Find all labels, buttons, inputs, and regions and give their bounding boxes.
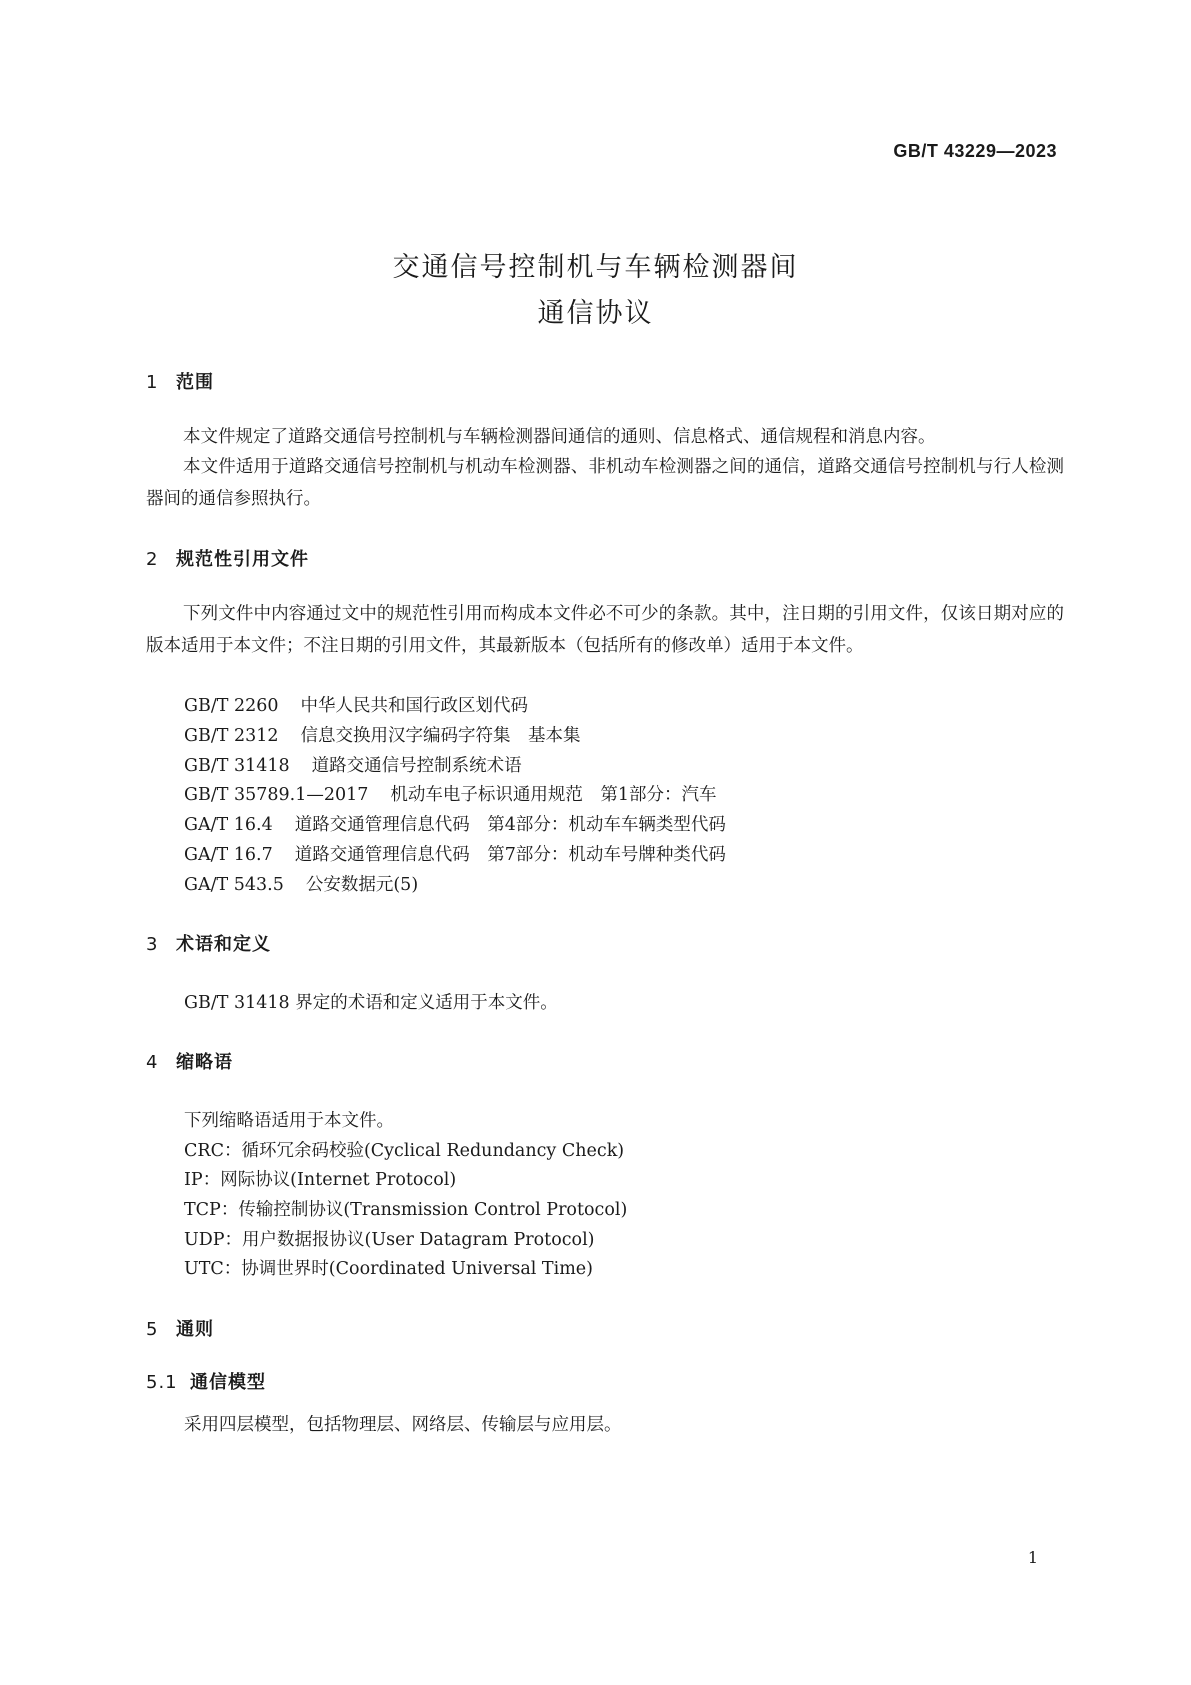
section-4-heading <box>146 1048 233 1074</box>
subsection-number: 5.1 <box>146 1372 178 1393</box>
reference-item <box>184 752 522 777</box>
section-number: 5 <box>146 1319 159 1340</box>
reference-name: 道路交通管理信息代码 第4部分：机动车车辆类型代码 <box>294 815 726 835</box>
reference-code: GA/T 543.5 <box>184 875 284 895</box>
subsection-title: 通信模型 <box>190 1372 266 1393</box>
subsection-5-1-paragraph: 采用四层模型，包括物理层、网络层、传输层与应用层。 <box>184 1415 622 1435</box>
reference-item <box>184 692 528 717</box>
reference-item <box>184 811 726 836</box>
reference-name: 公安数据元(5) <box>305 875 419 895</box>
document-title-line1: 交通信号控制机与车辆检测器间 <box>392 252 799 283</box>
section-2-intro: 下列文件中内容通过文中的规范性引用而构成本文件必不可少的条款。其中，注日期的引用文件，仅该日期对应的版本适用于本文件；不注日期的引用文件，其最新版本（包括所有的修改单）适用于本文件。 <box>146 604 1064 656</box>
reference-item <box>184 841 726 866</box>
reference-name: 中华人民共和国行政区划代码 <box>300 696 529 716</box>
section-number: 3 <box>146 934 159 955</box>
section-1-paragraph-2: 本文件适用于道路交通信号控制机与机动车检测器、非机动车检测器之间的通信，道路交通信号控制机与行人检测器间的通信参照执行。 <box>146 457 1064 509</box>
abbreviation-item: TCP：传输控制协议(Transmission Control Protocol) <box>184 1200 628 1220</box>
section-4-intro: 下列缩略语适用于本文件。 <box>184 1111 394 1131</box>
section-title: 规范性引用文件 <box>176 549 309 570</box>
section-number: 1 <box>146 372 159 393</box>
abbreviation-item: UDP：用户数据报协议(User Datagram Protocol) <box>184 1230 595 1250</box>
reference-name: 信息交换用汉字编码字符集 基本集 <box>300 726 581 746</box>
section-2-heading <box>146 545 309 571</box>
section-3-heading <box>146 930 271 956</box>
abbreviation-item: UTC：协调世界时(Coordinated Universal Time) <box>184 1259 593 1279</box>
section-number: 4 <box>146 1052 159 1073</box>
section-title: 术语和定义 <box>176 934 271 955</box>
reference-code: GB/T 35789.1—2017 <box>184 785 369 805</box>
section-3-paragraph: GB/T 31418 界定的术语和定义适用于本文件。 <box>184 993 558 1013</box>
reference-code: GB/T 2312 <box>184 726 279 746</box>
section-1-heading <box>146 368 214 394</box>
reference-name: 道路交通信号控制系统术语 <box>311 756 522 776</box>
reference-code: GB/T 31418 <box>184 756 290 776</box>
section-1-paragraph-1: 本文件规定了道路交通信号控制机与车辆检测器间通信的通则、信息格式、通信规程和消息内容。 <box>183 427 936 447</box>
page-number: 1 <box>1027 1548 1038 1567</box>
abbreviation-item: IP：网际协议(Internet Protocol) <box>184 1170 457 1190</box>
reference-item <box>184 871 418 896</box>
section-title: 缩略语 <box>176 1052 233 1073</box>
section-title: 范围 <box>176 372 214 393</box>
reference-name: 机动车电子标识通用规范 第1部分：汽车 <box>390 785 717 805</box>
reference-item <box>184 722 581 747</box>
section-title: 通则 <box>176 1319 214 1340</box>
reference-code: GA/T 16.7 <box>184 845 273 865</box>
section-5-heading <box>146 1315 214 1341</box>
reference-name: 道路交通管理信息代码 第7部分：机动车号牌种类代码 <box>294 845 726 865</box>
reference-code: GA/T 16.4 <box>184 815 273 835</box>
section-number: 2 <box>146 549 159 570</box>
reference-code: GB/T 2260 <box>184 696 279 716</box>
standard-number: GB/T 43229—2023 <box>893 141 1057 161</box>
abbreviation-item: CRC：循环冗余码校验(Cyclical Redundancy Check) <box>184 1141 625 1161</box>
subsection-5-1-heading <box>146 1368 266 1394</box>
reference-item <box>184 781 717 806</box>
document-title-line2: 通信协议 <box>537 298 654 329</box>
